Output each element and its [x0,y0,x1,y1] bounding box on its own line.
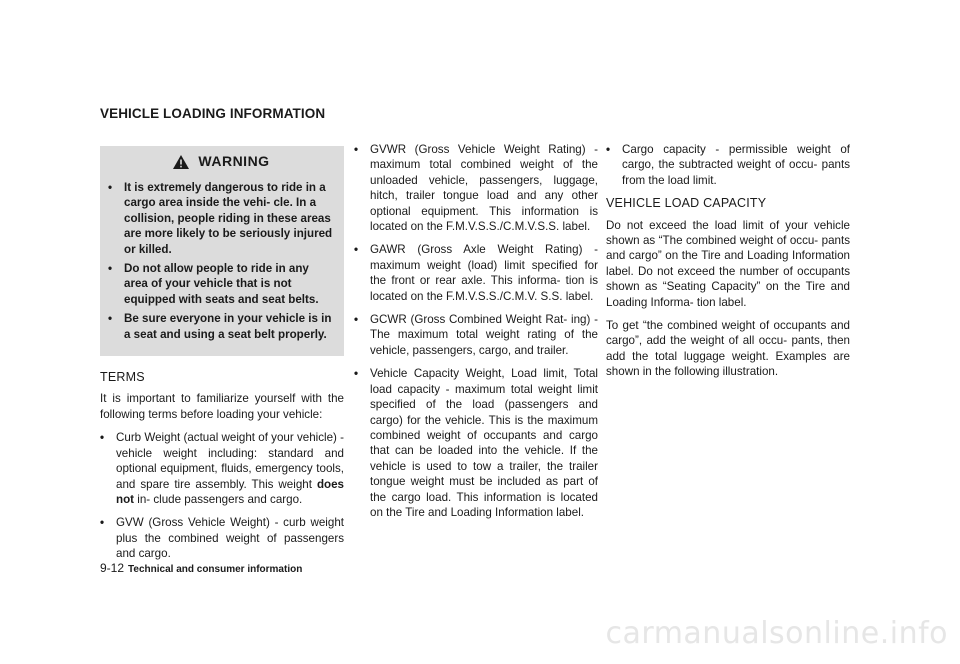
curb-text-post: in- clude passengers and cargo. [134,492,303,506]
column-2 [354,142,598,528]
page-footer [100,561,302,575]
curb-text-pre: Curb Weight (actual weight of your vehicle) - vehicle weight including: standard and optional equipment, fluids, emergency tools, and spare tire assembly. This weight [116,431,344,491]
bullet: • [354,367,359,381]
warning-item-text: It is extremely dangerous to ride in a cargo area inside the vehi- cle. In a collision, people riding in these areas are more likely to be seriously injured or killed. [124,181,333,256]
warning-box [100,146,344,356]
terms-list-end [606,142,850,188]
curb-text-bold: does not [116,477,344,506]
term-curb-weight [100,430,344,507]
terms-list [100,430,344,561]
page-heading: VEHICLE LOADING INFORMATION [100,106,326,121]
warning-item-text: Do not allow people to ride in any area of your vehicle that is not equipped with seats and seat belts. [124,262,319,306]
gawr-text: GAWR (Gross Axle Weight Rating) - maximum weight (load) limit specified for the front or rear axle. This informa- tion is located on the F.M.V.S.S./C.M.V. S.S. label. [370,243,598,303]
bullet: • [108,312,113,326]
terms-intro: It is important to familiarize yourself with the following terms before loading your vehicle: [100,392,344,421]
load-capacity-title: VEHICLE LOAD CAPACITY [606,196,767,211]
warning-item-text: Be sure everyone in your vehicle is in a seat and using a seat belt properly. [124,312,332,341]
capacity-text: Vehicle Capacity Weight, Load limit, Total load capacity - maximum total weight limit specified of the load (passengers and cargo) for the vehicle. This is the maximum combined weight of occupants and cargo that can be loaded into the vehicle. If the vehicle is used to tow a trailer, the trailer tongue weight must be included as part of the cargo load. This information is located on the Tire and Loading Information label. [370,367,598,519]
section-name: Technical and consumer information [128,564,303,575]
gvw-text: GVW (Gross Vehicle Weight) - curb weight plus the combined weight of passengers and cargo. [116,516,344,561]
warning-list [108,180,334,342]
page-number: 9-12 [100,561,125,575]
warning-item [108,180,334,257]
bullet: • [606,143,611,156]
gcwr-text: GCWR (Gross Combined Weight Rat- ing) - The maximum total weight rating of the vehicle, passengers, cargo, and trailer. [370,313,598,357]
term-gvwr [354,142,598,234]
term-gcwr [354,312,598,358]
bullet: • [108,181,113,194]
load-capacity-paragraph-2: To get “the combined weight of occupants and cargo”, add the weight of all occu- pants, then add the total luggage weight. Examples are shown in the following illustration. [606,319,850,379]
bullet: • [100,516,105,530]
warning-title [108,154,334,170]
column-1 [100,146,344,570]
warning-item [108,311,334,342]
terms-title: TERMS [100,370,145,385]
term-gawr [354,242,598,304]
warning-triangle-icon [172,154,190,170]
term-cargo-capacity [606,142,850,188]
term-vehicle-capacity [354,366,598,520]
bullet: • [354,313,359,327]
column-3 [606,142,850,388]
bullet: • [108,262,113,276]
bullet: • [354,143,359,156]
warning-title-text: WARNING [198,153,270,170]
cargo-text: Cargo capacity - permissible weight of cargo, the subtracted weight of occu- pants from the load limit. [622,143,850,187]
load-capacity-paragraph-1: Do not exceed the load limit of your vehicle shown as “The combined weight of occu- pants and cargo” on the Tire and Loading Information label. Do not exceed the number of occupants shown as “Seating Capacity” on the Tire and Loading Informa- tion label. [606,218,850,309]
warning-item [108,261,334,307]
bullet: • [354,243,359,257]
watermark: carmanualsonline.info [605,616,948,651]
terms-list-continued [354,142,598,520]
term-gvw [100,515,344,561]
gvwr-text: GVWR (Gross Vehicle Weight Rating) - maximum total combined weight of the unloaded vehicle, passengers, luggage, hitch, trailer tongue load and any other optional equipment. This information is located on the F.M.V.S.S./C.M.V.S.S. label. [370,143,598,234]
bullet: • [100,431,105,445]
